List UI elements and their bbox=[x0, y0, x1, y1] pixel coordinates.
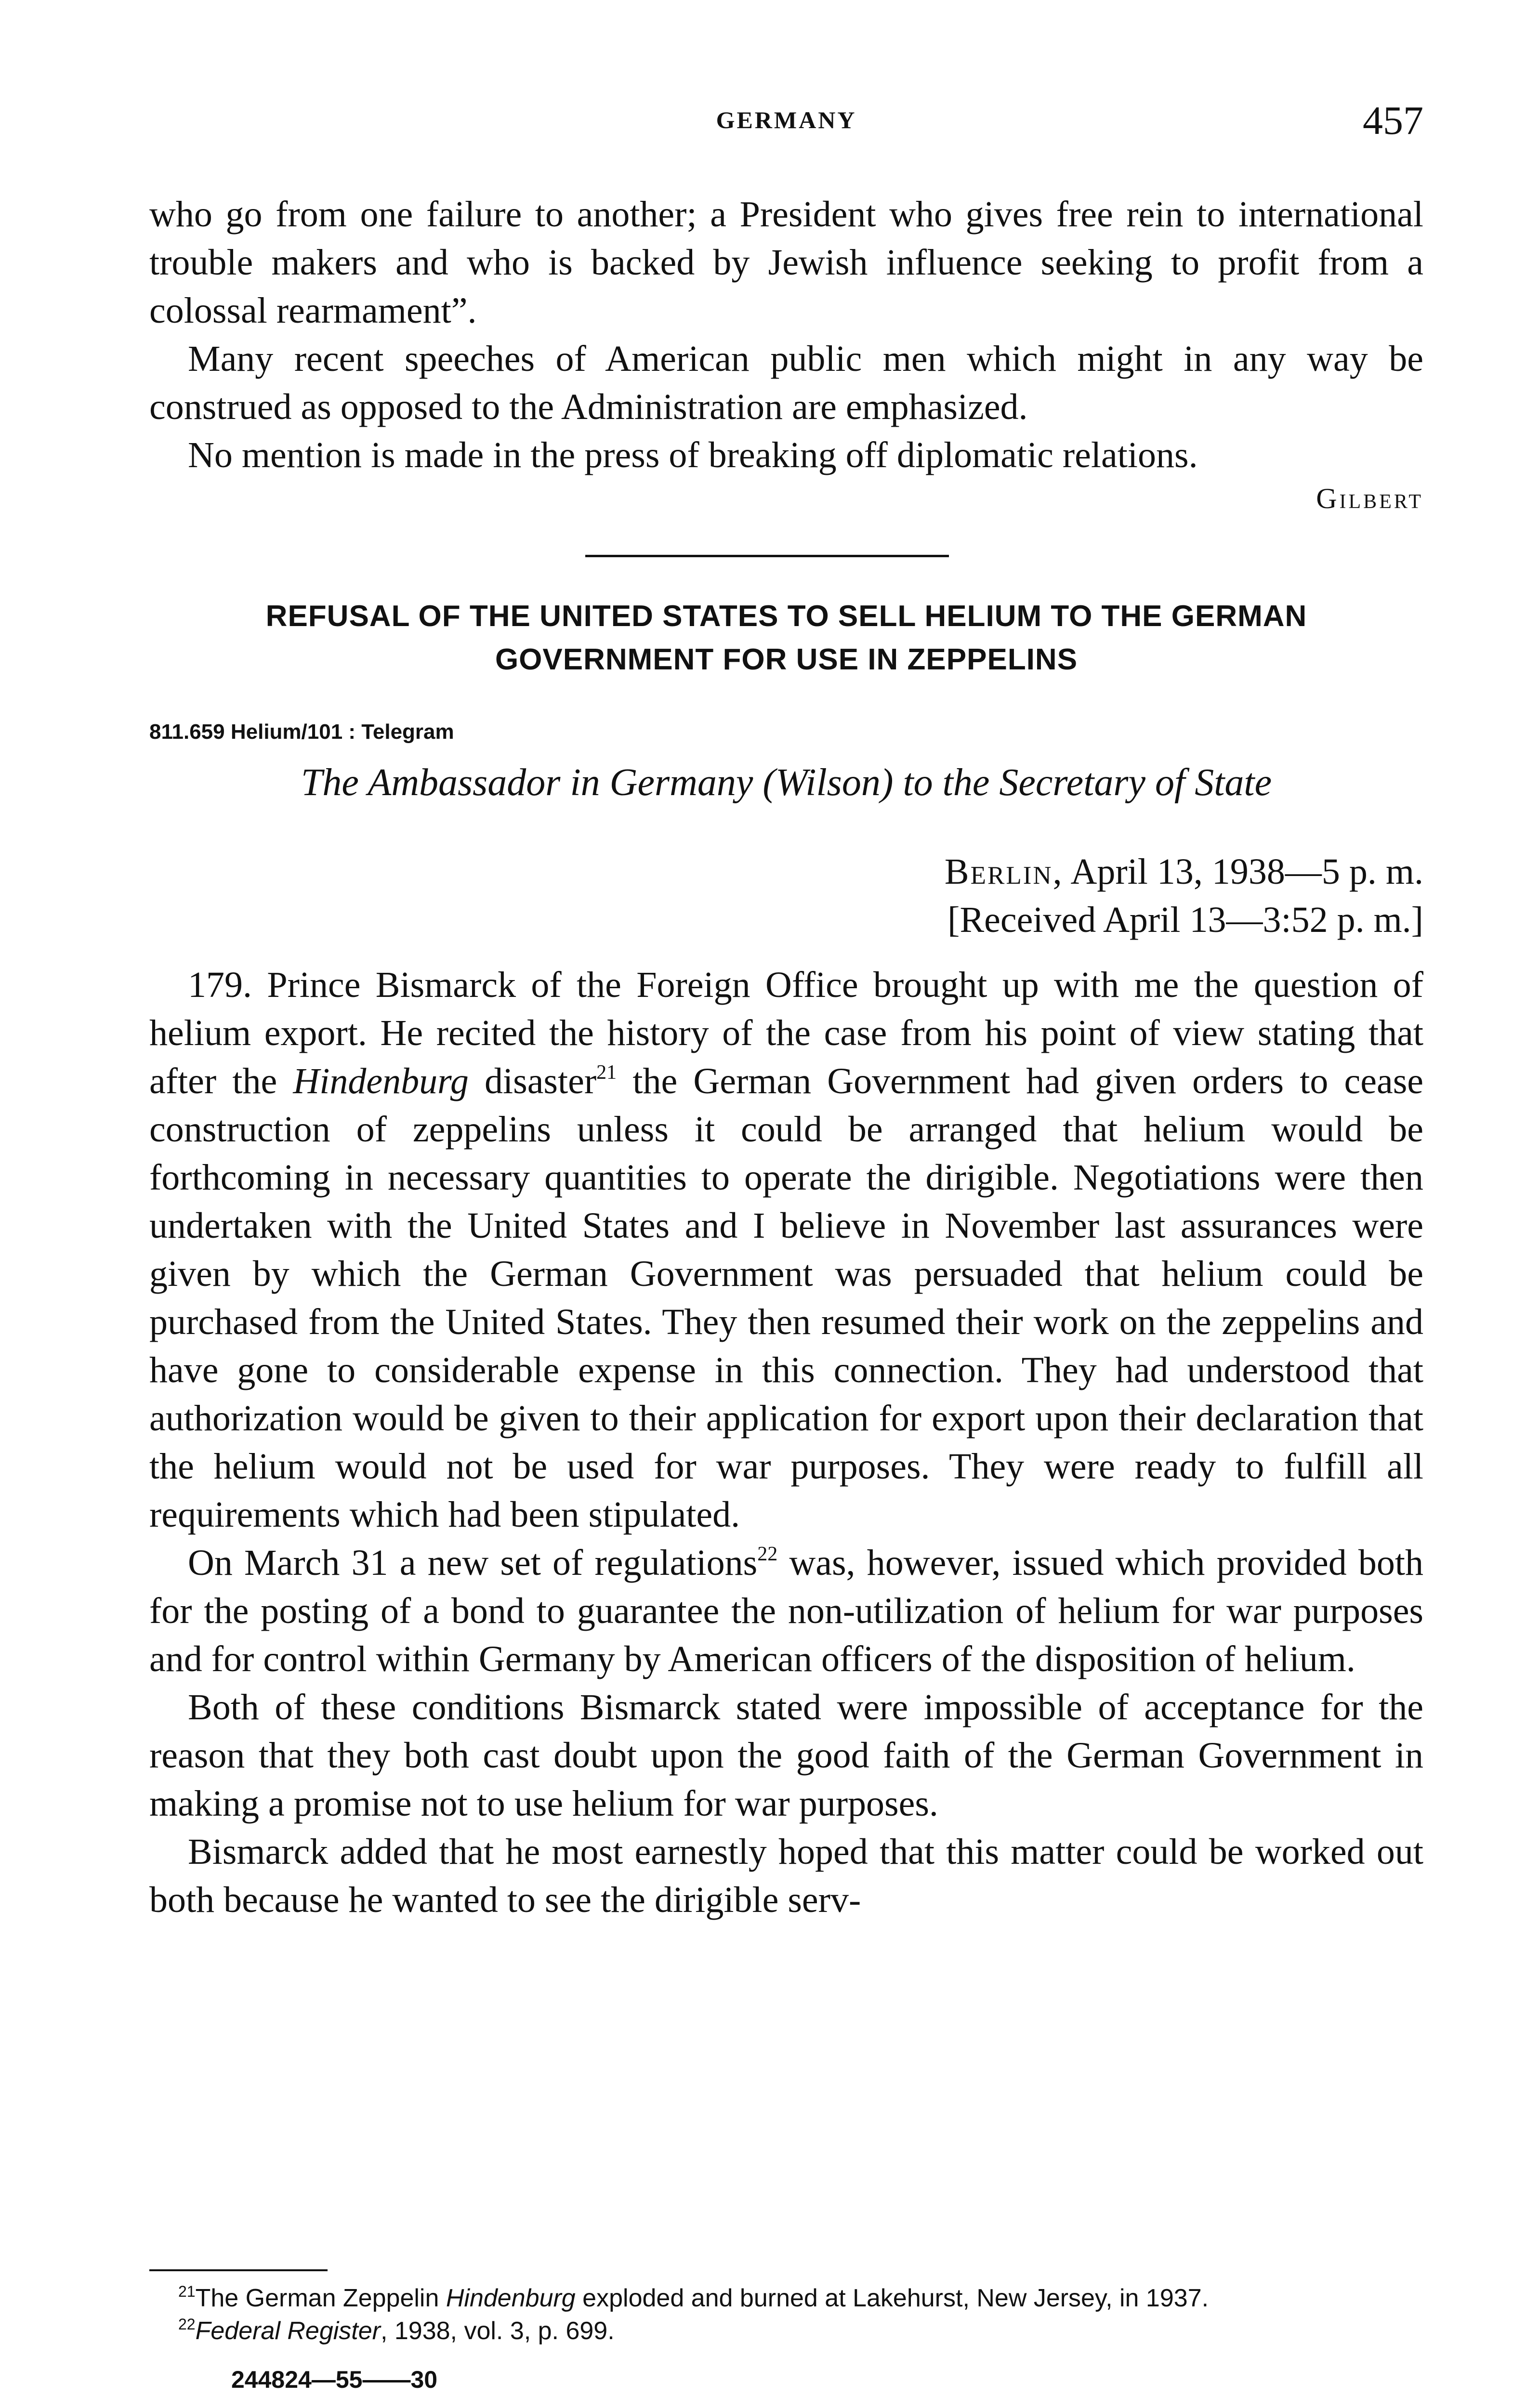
footnote-italic: Hindenburg bbox=[446, 2284, 576, 2312]
text-run: On March 31 a new set of regulations bbox=[188, 1543, 758, 1583]
continued-paragraph: who go from one failure to another; a President who gives free rein to international trouble makers and who is backed by Jewish influence seeking to profit from a colossal rearmament”. bbox=[149, 194, 1423, 331]
dateline-sent bbox=[945, 848, 1423, 896]
dateline-received: [Received April 13—3:52 p. m.] bbox=[947, 900, 1423, 940]
continued-paragraph: Many recent speeches of American public men which might in any way be construed as opposed to the Administration are emphasized. bbox=[149, 339, 1423, 427]
footnote-italic: Federal Register bbox=[195, 2317, 381, 2345]
continued-text bbox=[149, 190, 1423, 518]
document-title: The Ambassador in Germany (Wilson) to the Secretary of State bbox=[301, 761, 1272, 804]
text-run: 179. Prince Bismarck of the Foreign Office brought up with me the question of helium export. He recited the history of the case from his point of view stating that after the bbox=[149, 965, 1423, 1101]
footnote-text: The German Zeppelin bbox=[195, 2284, 446, 2312]
dateline bbox=[945, 848, 1423, 944]
dateline-place: Berlin, bbox=[944, 851, 1064, 892]
footnote-mark: 21 bbox=[178, 2283, 196, 2300]
footnote-divider bbox=[149, 2269, 328, 2271]
page-number: 457 bbox=[1363, 98, 1423, 143]
ship-name: Hindenburg bbox=[293, 1061, 469, 1101]
footnote-21 bbox=[149, 2282, 1423, 2315]
text-run: the German Government had given orders to cease construction of zeppelins unless it could be arranged that helium would be forthcoming in necessary quantities to operate the dirigible. Negotiations were then undertaken with the United States and I believe in November last assurances were given by which the German Government was persuaded that helium could be purchased from the United States. They then resumed their work on the zeppelins and have gone to considerable expense in this connection. They had understood that authorization would be given to their application for export upon their declaration that the helium would not be used for war purposes. They were ready to fulfill all requirements which had been stipulated. bbox=[149, 1061, 1424, 1535]
footnote-ref: 22 bbox=[757, 1543, 778, 1565]
telegram-body bbox=[149, 961, 1423, 1924]
body-paragraph: Both of these conditions Bismarck stated were impossible of acceptance for the reason that they both cast doubt upon the good faith of the German Government in making a promise not to use helium for war purposes. bbox=[149, 1687, 1423, 1824]
section-title-line: GOVERNMENT FOR USE IN ZEPPELINS bbox=[495, 643, 1078, 676]
text-run: was, however, issued which provided both for the posting of a bond to guarantee the non-utilization of helium for war purposes and for control within Germany by American officers of the disposition of helium. bbox=[149, 1543, 1424, 1679]
running-head: GERMANY bbox=[716, 106, 857, 133]
footnote-mark: 22 bbox=[178, 2316, 196, 2333]
footnote-22 bbox=[149, 2315, 1423, 2347]
footnote-text: , 1938, vol. 3, p. 699. bbox=[380, 2317, 615, 2345]
body-paragraph bbox=[149, 961, 1423, 1539]
section-divider bbox=[585, 555, 949, 557]
print-identifier: 244824—55——30 bbox=[231, 2366, 438, 2393]
footnote-ref: 21 bbox=[596, 1061, 617, 1084]
body-paragraph bbox=[149, 1539, 1423, 1683]
page-header bbox=[149, 98, 1423, 159]
signature: Gilbert bbox=[1316, 483, 1423, 514]
text-run: disaster bbox=[468, 1061, 597, 1101]
footnote-text: exploded and burned at Lakehurst, New Jersey, in 1937. bbox=[575, 2284, 1209, 2312]
section-title bbox=[149, 595, 1423, 681]
body-paragraph: Bismarck added that he most earnestly hoped that this matter could be worked out both because he wanted to see the dirigible serv- bbox=[149, 1832, 1423, 1920]
continued-paragraph: No mention is made in the press of breaking off diplomatic relations. bbox=[188, 435, 1198, 475]
dateline-date: April 13, 1938—5 p. m. bbox=[1063, 851, 1423, 892]
footnotes bbox=[149, 2282, 1423, 2347]
section-title-line: REFUSAL OF THE UNITED STATES TO SELL HELIUM TO THE GERMAN bbox=[265, 600, 1307, 633]
file-reference: 811.659 Helium/101 : Telegram bbox=[149, 720, 454, 744]
